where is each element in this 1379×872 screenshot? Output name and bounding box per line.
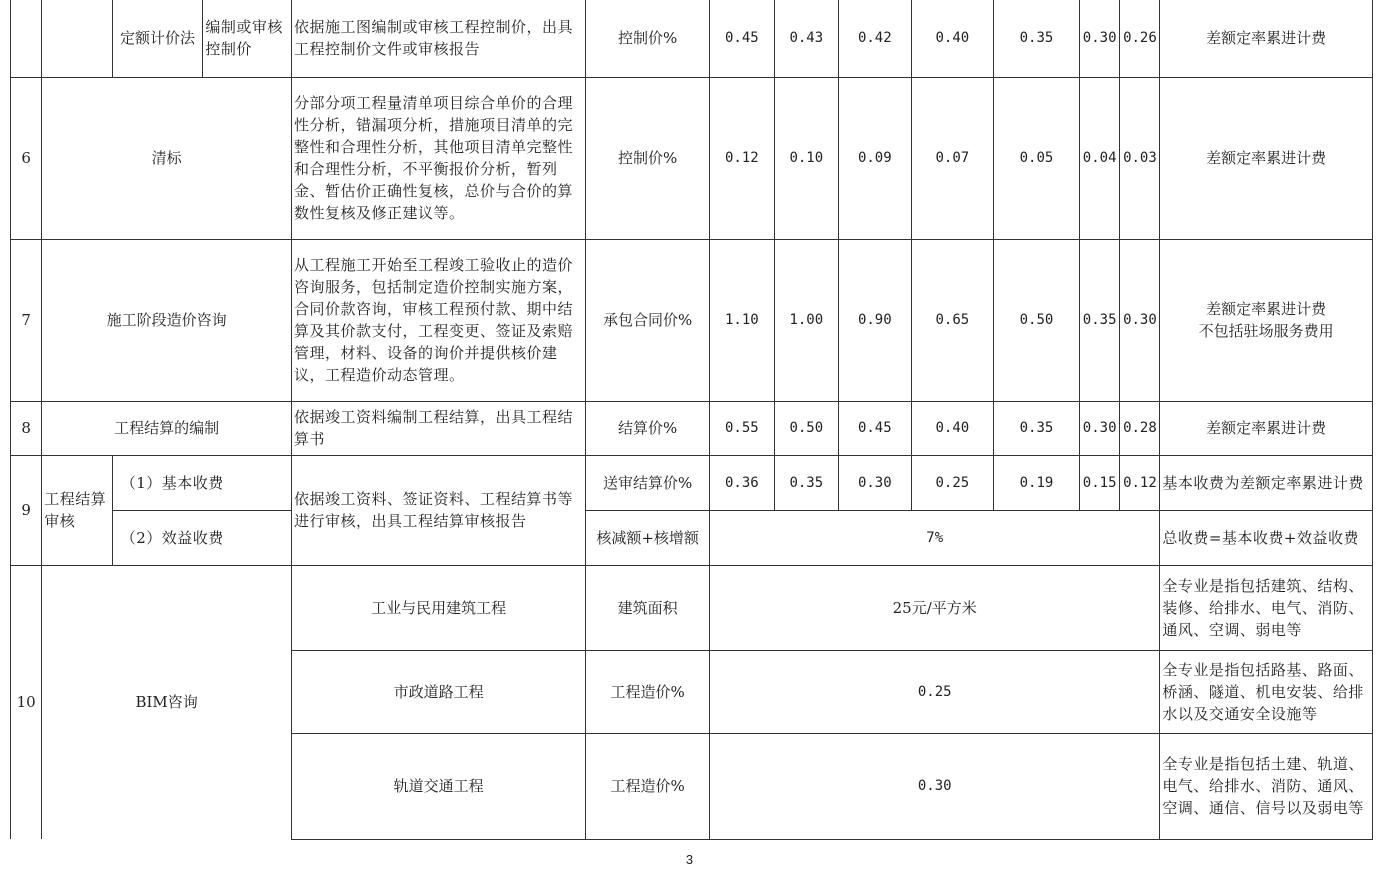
fee-table bbox=[10, 0, 1373, 840]
rate-cell: 0.25 bbox=[911, 455, 994, 510]
row-number: 9 bbox=[11, 455, 42, 565]
rate-cell: 0.09 bbox=[839, 77, 912, 239]
rate-cell: 0.43 bbox=[774, 0, 838, 77]
project-type: 工业与民用建筑工程 bbox=[292, 565, 586, 650]
desc-cell: 依据施工图编制或审核工程控制价，出具工程控制价文件或审核报告 bbox=[292, 0, 586, 77]
rate-cell: 0.10 bbox=[774, 77, 838, 239]
rate-cell: 0.50 bbox=[774, 401, 838, 455]
rate-cell: 0.04 bbox=[1079, 77, 1119, 239]
table-row bbox=[11, 565, 1373, 650]
table-row bbox=[11, 510, 1373, 565]
rate-cell: 0.05 bbox=[994, 77, 1080, 239]
note-cell: 总收费=基本收费+效益收费 bbox=[1160, 510, 1373, 565]
project-type: 轨道交通工程 bbox=[292, 733, 586, 839]
rate-cell: 25元/平方米 bbox=[710, 565, 1160, 650]
rate-cell: 0.30 bbox=[1079, 0, 1119, 77]
row-number: 6 bbox=[11, 77, 42, 239]
rate-cell: 0.42 bbox=[839, 0, 912, 77]
row-number: 7 bbox=[11, 239, 42, 401]
rate-cell: 0.19 bbox=[994, 455, 1080, 510]
sub-item: （2）效益收费 bbox=[112, 510, 291, 565]
desc-cell: 依据竣工资料、签证资料、工程结算书等进行审核，出具工程结算审核报告 bbox=[292, 455, 586, 565]
rate-cell: 0.03 bbox=[1120, 77, 1160, 239]
rate-cell: 0.45 bbox=[710, 0, 774, 77]
rate-cell: 0.25 bbox=[710, 650, 1160, 733]
row-number: 10 bbox=[11, 565, 42, 839]
basis-cell: 控制价% bbox=[586, 77, 710, 239]
rate-cell: 0.45 bbox=[839, 401, 912, 455]
desc-cell: 依据竣工资料编制工程结算，出具工程结算书 bbox=[292, 401, 586, 455]
basis-cell: 建筑面积 bbox=[586, 565, 710, 650]
table-row bbox=[11, 0, 1373, 77]
note-cell bbox=[1160, 239, 1373, 401]
basis-cell: 核减额+核增额 bbox=[586, 510, 710, 565]
rate-cell: 0.55 bbox=[710, 401, 774, 455]
rate-cell: 0.40 bbox=[911, 0, 994, 77]
project-type: 市政道路工程 bbox=[292, 650, 586, 733]
rate-cell: 0.35 bbox=[774, 455, 838, 510]
note-cell: 差额定率累进计费 bbox=[1160, 401, 1373, 455]
rate-cell: 0.15 bbox=[1079, 455, 1119, 510]
row-number bbox=[11, 0, 42, 77]
desc-cell: 分部分项工程量清单项目综合单价的合理性分析，错漏项分析，措施项目清单的完整性和合理性分析，其他项目清单完整性和合理性分析，不平衡报价分析，暂列金、暂估价正确性复核，总价与合价的算数性复核及修正建议等。 bbox=[292, 77, 586, 239]
rate-cell: 0.35 bbox=[994, 0, 1080, 77]
fee-table-container bbox=[10, 0, 1373, 840]
rate-cell: 0.12 bbox=[710, 77, 774, 239]
rate-cell: 0.35 bbox=[1079, 239, 1119, 401]
service-name: 工程结算的编制 bbox=[42, 401, 292, 455]
item-cell: 编制或审核控制价 bbox=[203, 0, 292, 77]
rate-cell: 0.30 bbox=[1079, 401, 1119, 455]
rate-cell: 0.30 bbox=[1120, 239, 1160, 401]
table-row bbox=[11, 239, 1373, 401]
note-cell: 全专业是指包括土建、轨道、电气、给排水、消防、通风、空调、通信、信号以及弱电等 bbox=[1160, 733, 1373, 839]
sub-item: （1）基本收费 bbox=[112, 455, 291, 510]
rate-cell: 0.07 bbox=[911, 77, 994, 239]
rate-cell: 0.36 bbox=[710, 455, 774, 510]
page-number: 3 bbox=[685, 852, 694, 867]
rate-cell: 1.10 bbox=[710, 239, 774, 401]
note-cell: 基本收费为差额定率累进计费 bbox=[1160, 455, 1373, 510]
note-line: 差额定率累进计费 bbox=[1206, 300, 1327, 318]
rate-cell: 1.00 bbox=[774, 239, 838, 401]
basis-cell: 送审结算价% bbox=[586, 455, 710, 510]
table-row bbox=[11, 401, 1373, 455]
service-name: BIM咨询 bbox=[42, 565, 292, 839]
service-name: 施工阶段造价咨询 bbox=[42, 239, 292, 401]
rate-cell: 0.28 bbox=[1120, 401, 1160, 455]
basis-cell: 结算价% bbox=[586, 401, 710, 455]
rate-cell: 0.40 bbox=[911, 401, 994, 455]
rate-cell: 0.65 bbox=[911, 239, 994, 401]
note-line: 不包括驻场服务费用 bbox=[1198, 322, 1334, 340]
service-name: 工程结算审核 bbox=[42, 455, 113, 565]
desc-cell: 从工程施工开始至工程竣工验收止的造价咨询服务，包括制定造价控制实施方案，合同价款咨询，审核工程预付款、期中结算及其价款支付，工程变更、签证及索赔管理，材料、设备的询价并提供核价建议，工程造价动态管理。 bbox=[292, 239, 586, 401]
rate-cell: 0.30 bbox=[839, 455, 912, 510]
note-cell: 全专业是指包括路基、路面、桥涵、隧道、机电安装、给排水以及交通安全设施等 bbox=[1160, 650, 1373, 733]
rate-cell: 7% bbox=[710, 510, 1160, 565]
service-name: 清标 bbox=[42, 77, 292, 239]
note-cell: 差额定率累进计费 bbox=[1160, 0, 1373, 77]
table-row bbox=[11, 455, 1373, 510]
basis-cell: 控制价% bbox=[586, 0, 710, 77]
note-cell: 差额定率累进计费 bbox=[1160, 77, 1373, 239]
note-cell: 全专业是指包括建筑、结构、装修、给排水、电气、消防、通风、空调、弱电等 bbox=[1160, 565, 1373, 650]
basis-cell: 工程造价% bbox=[586, 650, 710, 733]
method-cell: 定额计价法 bbox=[112, 0, 203, 77]
rate-cell: 0.30 bbox=[710, 733, 1160, 839]
basis-cell: 承包合同价% bbox=[586, 239, 710, 401]
category-cell bbox=[42, 0, 113, 77]
rate-cell: 0.35 bbox=[994, 401, 1080, 455]
rate-cell: 0.26 bbox=[1120, 0, 1160, 77]
rate-cell: 0.12 bbox=[1120, 455, 1160, 510]
table-row bbox=[11, 77, 1373, 239]
basis-cell: 工程造价% bbox=[586, 733, 710, 839]
row-number: 8 bbox=[11, 401, 42, 455]
rate-cell: 0.90 bbox=[839, 239, 912, 401]
rate-cell: 0.50 bbox=[994, 239, 1080, 401]
